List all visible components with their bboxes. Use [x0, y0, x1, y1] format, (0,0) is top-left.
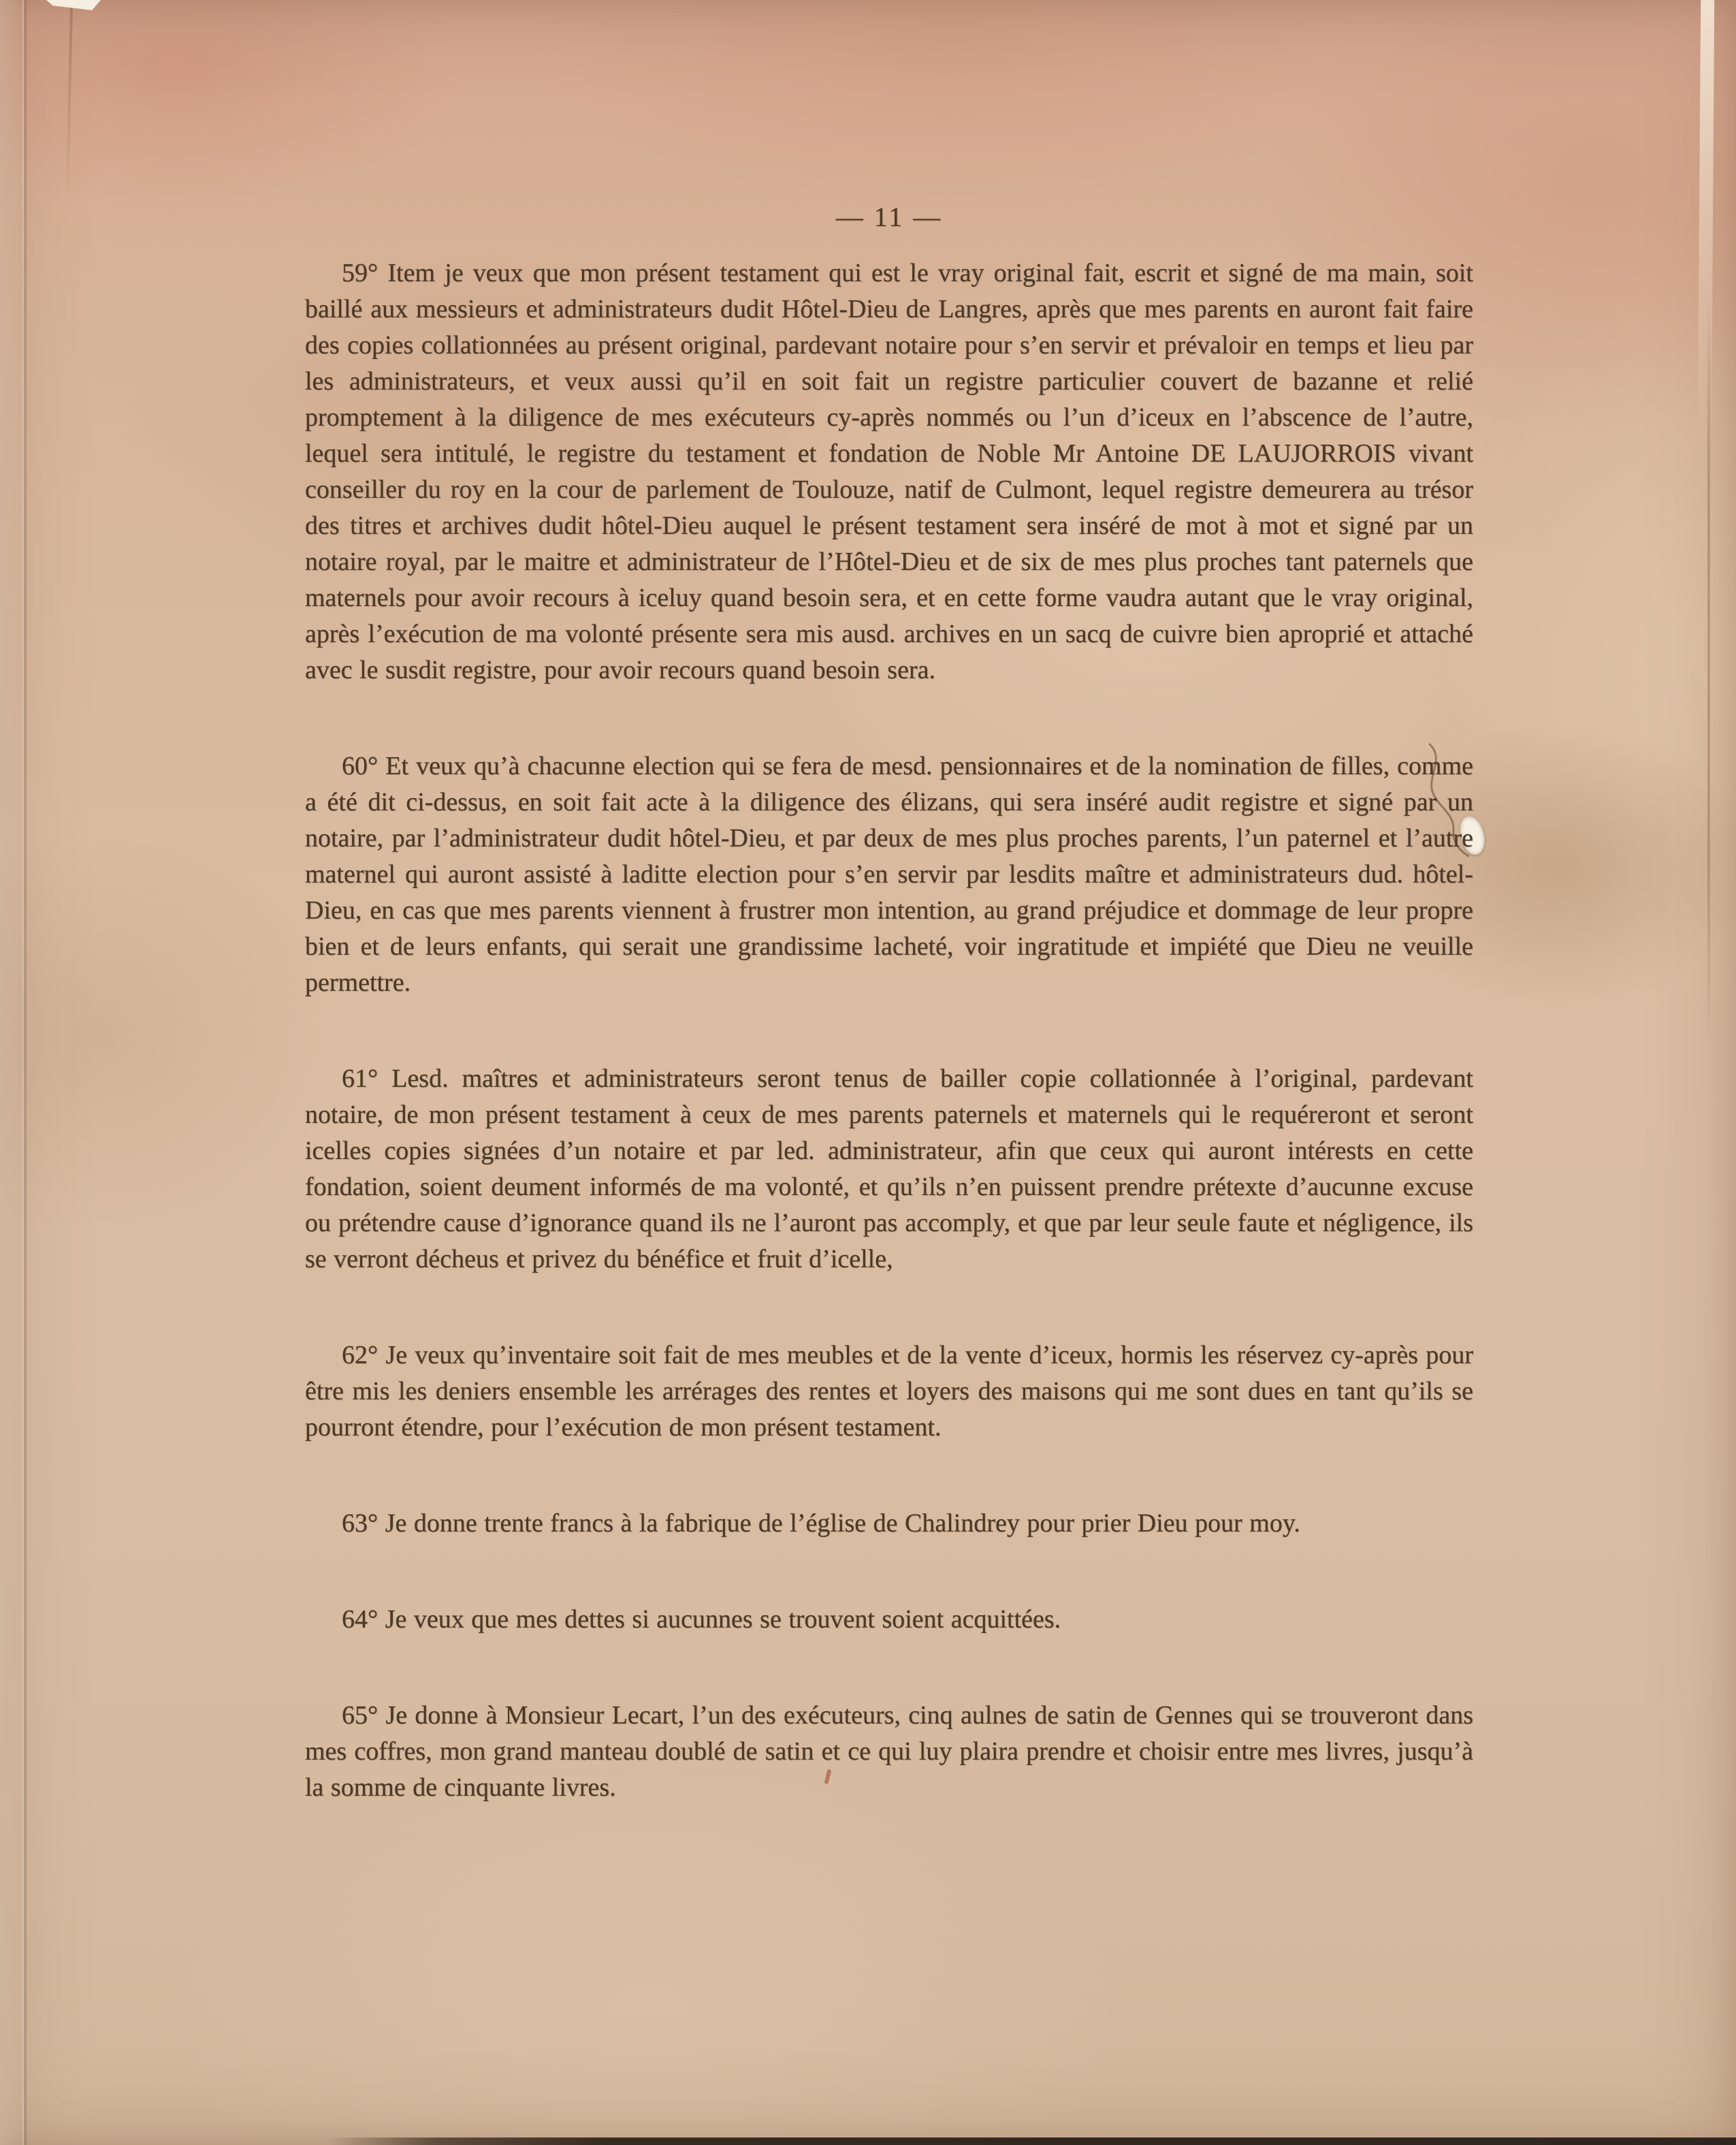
left-page-edge-highlight	[0, 0, 23, 2145]
top-left-crease	[66, 0, 73, 204]
testament-clause-63: 63° Je donne trente francs à la fabrique de l’église de Chalindrey pour prier Dieu pour moy.	[342, 1509, 1300, 1538]
top-left-scanner-notch	[46, 0, 101, 10]
testament-clause-62: 62° Je veux qu’inventaire soit fait de mes meubles et de la vente d’iceux, hormis les réservez cy-après pour être mis les deniers ensemble les arrérages des rentes et loyers des maisons qui me sont dues en tant qu’ils se pourront étendre, pour l’exécution de mon présent testament.	[305, 1341, 1473, 1442]
testament-clause-61: 61° Lesd. maîtres et administrateurs seront tenus de bailler copie collationnée à l’original, pardevant notaire, de mon présent testament à ceux de mes parents paternels et maternels qui le requéreront et seront icelles copies signées d’un notaire et par led. administrateur, afin que ceux qui auront intérests en cette fondation, soient deument informés de ma volonté, et qu’ils n’en puissent prendre prétexte d’aucunne excuse ou prétendre cause d’ignorance quand ils ne l’auront pas accomply, et que par leur seule faute et négligence, ils se verront décheus et privez du bénéfice et fruit d’icelle,	[305, 1064, 1473, 1273]
testament-clause-60: 60° Et veux qu’à chacunne election qui se fera de mesd. pensionnaires et de la nomination de filles, comme a été dit ci-dessus, en soit fait acte à la diligence des élizans, qui sera inséré audit registre et signé par un notaire, par l’administrateur dudit hôtel-Dieu, et par deux de mes plus proches parents, l’un paternel et l’autre maternel qui auront assisté à laditte election pour s’en servir par lesdits maître et administrateurs dud. hôtel-Dieu, en cas que mes parents viennent à frustrer mon intention, au grand préjudice et dommage de leur propre bien et de leurs enfants, qui serait une grandissime lacheté, voir ingratitude et impiété que Dieu ne veuille permettre.	[305, 752, 1473, 997]
right-edge-crease	[1707, 293, 1710, 1042]
page-number: — 11 —	[835, 202, 943, 232]
page-content	[305, 199, 1473, 1806]
testament-clause-65: 65° Je donne à Monsieur Lecart, l’un des exécuteurs, cinq aulnes de satin de Gennes qui se trouveront dans mes coffres, mon grand manteau doublé de satin et ce qui luy plaira prendre et choisir entre mes livres, jusqu’à la somme de cinquante livres.	[305, 1701, 1473, 1802]
testament-clause-64: 64° Je veux que mes dettes si aucunnes se trouvent soient acquittées.	[342, 1605, 1061, 1634]
right-page-edge-highlight	[1698, 0, 1714, 436]
left-fold-crease	[22, 0, 27, 2145]
testament-clause-59: 59° Item je veux que mon présent testament qui est le vray original fait, escrit et signé de ma main, soit baillé aux messieurs et administrateurs dudit Hôtel-Dieu de Langres, après que mes parents en auront fait faire des copies collationnées au présent original, pardevant notaire pour s’en servir et prévaloir en temps et lieu par les administrateurs, et veux aussi qu’il en soit fait un registre particulier couvert de bazanne et relié promptement à la diligence de mes exécuteurs cy-après nommés ou l’un d’iceux en l’abscence de l’autre, lequel sera intitulé, le registre du testament et fondation de Noble Mr Antoine DE LAUJORROIS vivant conseiller du roy en la cour de parlement de Toulouze, natif de Culmont, lequel registre demeurera au trésor des titres et archives dudit hôtel-Dieu auquel le présent testament sera inséré de mot à mot et signé par un notaire royal, par le maitre et administrateur de l’Hôtel-Dieu et de six de mes plus proches tant paternels que maternels pour avoir recours à iceluy quand besoin sera, et en cette forme vaudra autant que le vray original, après l’exécution de ma volonté présente sera mis ausd. archives en un sacq de cuivre bien aproprié et attaché avec le susdit registre, pour avoir recours quand besoin sera.	[305, 259, 1473, 684]
bottom-scan-edge-shadow	[0, 2138, 1736, 2145]
